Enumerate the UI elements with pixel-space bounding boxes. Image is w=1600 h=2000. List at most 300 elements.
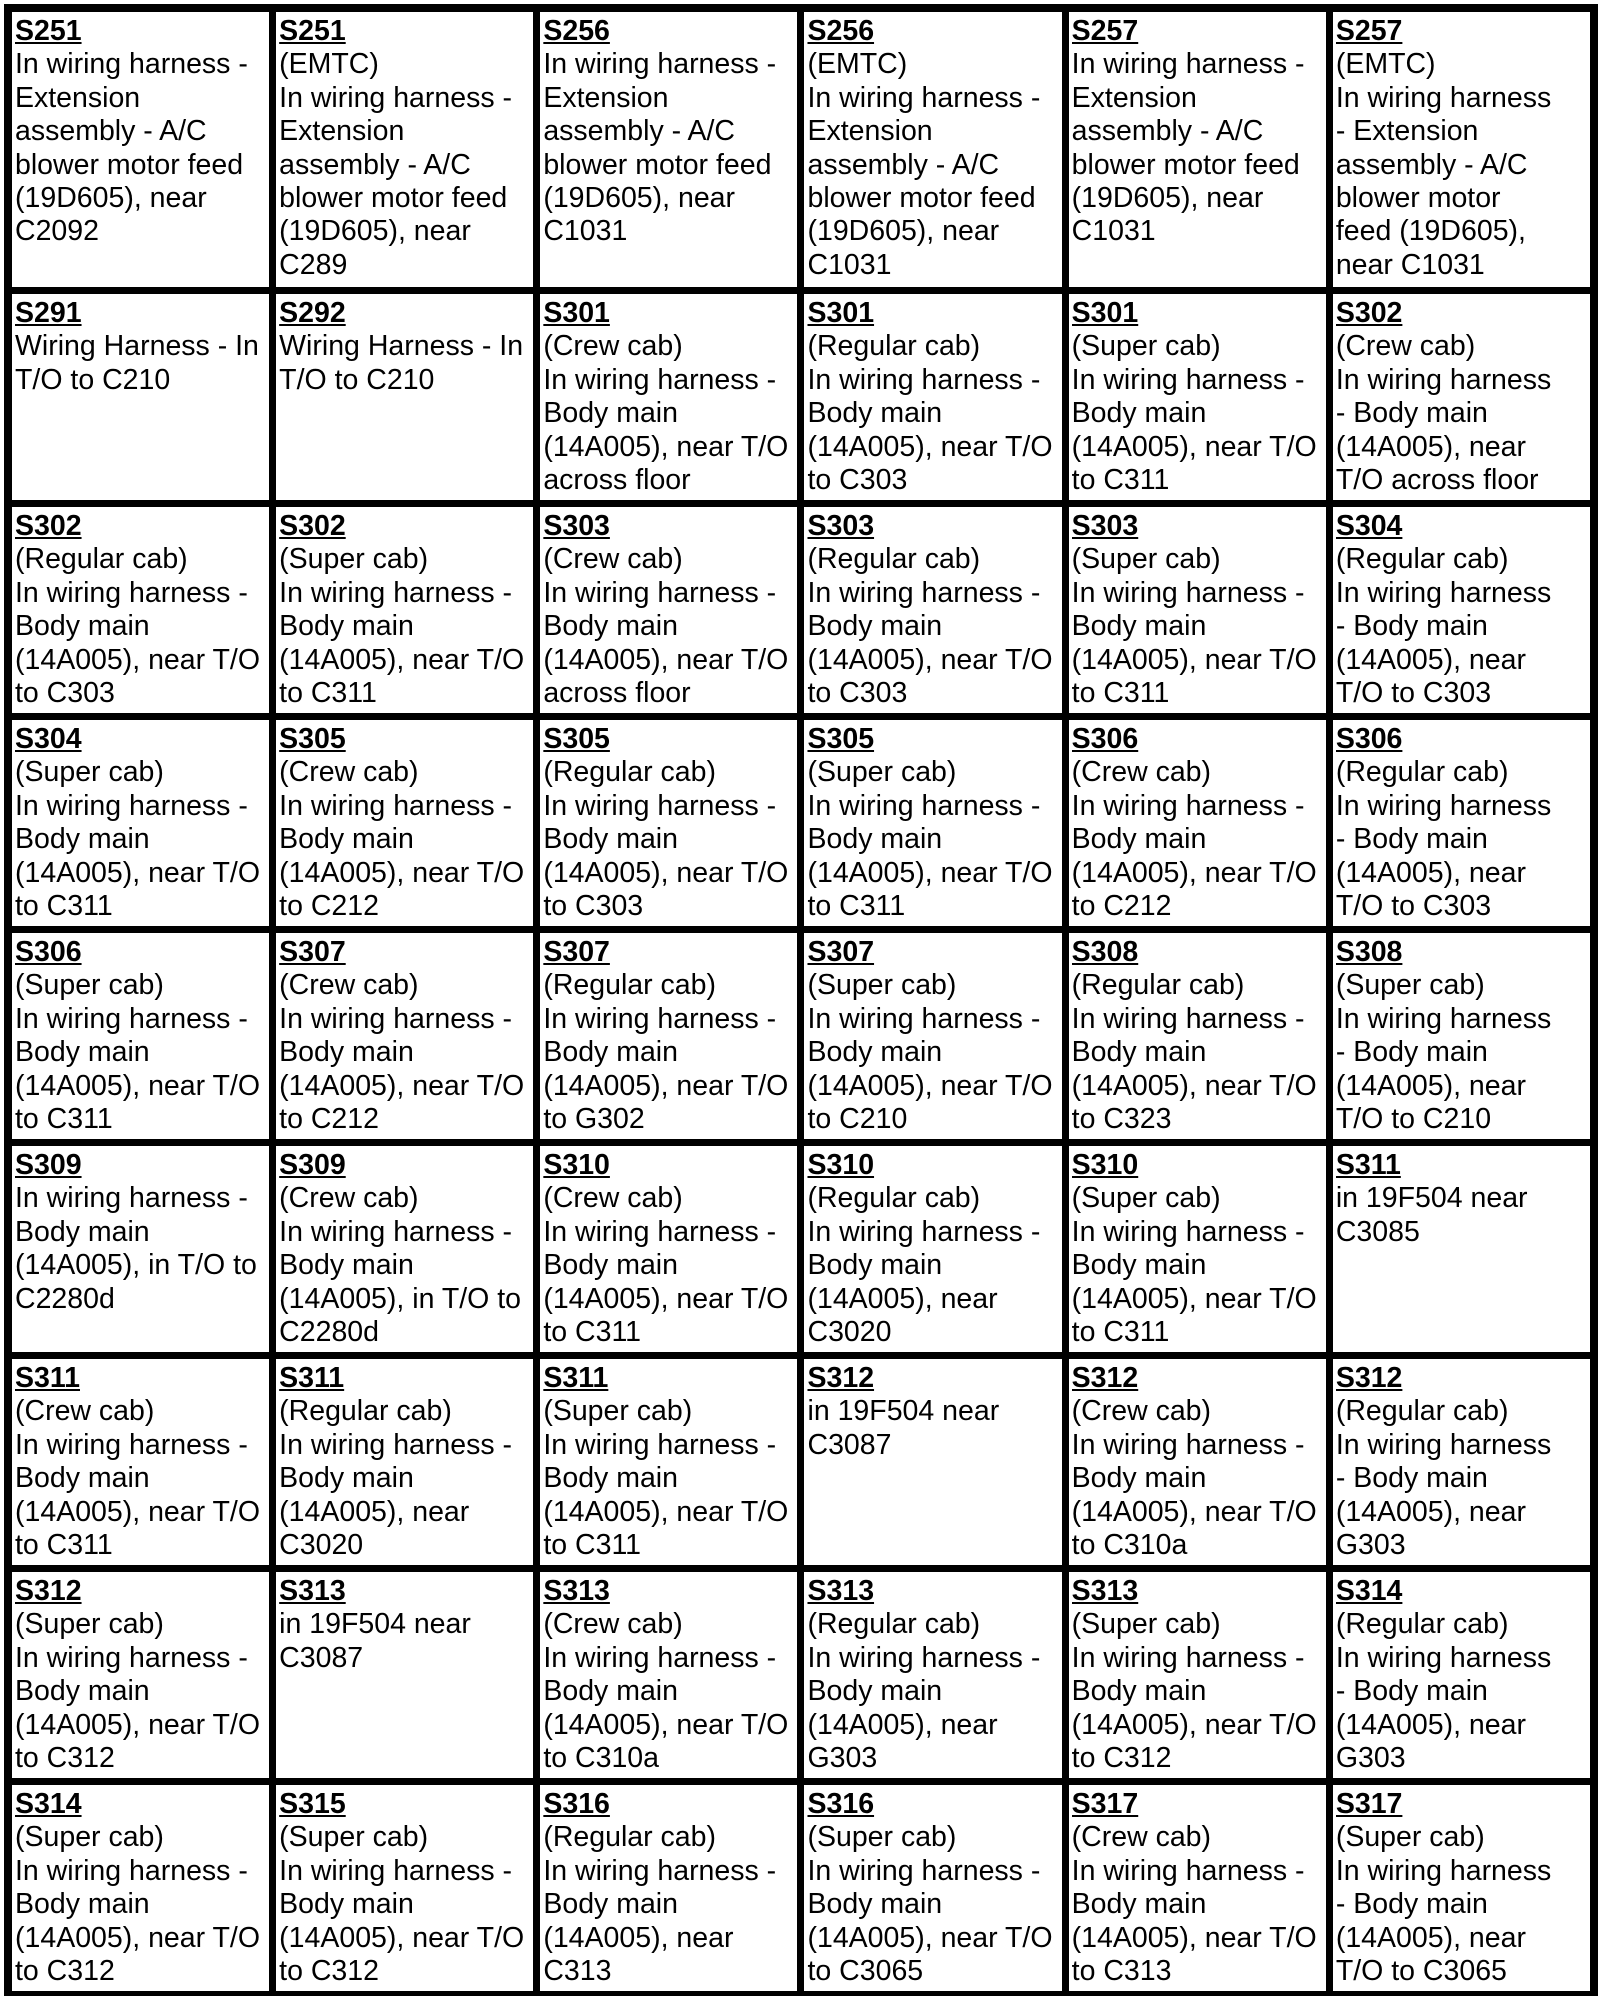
splice-location-line: (14A005), near	[1335, 1708, 1526, 1741]
splice-location-line: (Crew cab)	[279, 756, 419, 789]
splice-location-line: In wiring harness -	[807, 81, 1041, 114]
splice-location-line: (14A005), near T/O	[807, 1069, 1053, 1102]
splice-cell	[10, 931, 271, 1141]
splice-location-line: blower motor feed	[279, 182, 508, 215]
splice-cell	[1331, 292, 1592, 502]
splice-location-line: (14A005), near T/O	[15, 1708, 261, 1741]
splice-location-line: (Super cab)	[1335, 1821, 1485, 1854]
splice-location-line: Body main	[543, 1462, 678, 1495]
splice-code: S301	[543, 297, 610, 329]
splice-code: S305	[279, 723, 346, 755]
splice-location-line: to C3065	[807, 1955, 924, 1988]
splice-location-line: (Crew cab)	[1071, 1821, 1212, 1854]
splice-cell	[1067, 505, 1328, 715]
splice-location-line: Body main	[1071, 1888, 1207, 1921]
splice-location-line: In wiring harness -	[807, 1641, 1041, 1674]
splice-location-line: to C303	[807, 677, 908, 710]
splice-location-line: In wiring harness	[1335, 1428, 1552, 1461]
splice-location-line: (Crew cab)	[279, 1182, 419, 1215]
splice-cell	[10, 1570, 271, 1780]
splice-cell	[274, 1357, 535, 1567]
splice-location-line: In wiring harness -	[279, 1854, 512, 1887]
splice-code: S256	[543, 15, 610, 47]
splice-location-line: C3020	[279, 1529, 364, 1562]
splice-location-line: In wiring harness -	[15, 1182, 248, 1215]
splice-location-line: Body main	[279, 610, 414, 643]
splice-location-line: In wiring harness -	[543, 363, 777, 396]
splice-code: S316	[807, 1788, 875, 1820]
splice-cell	[1331, 1144, 1592, 1354]
splice-code: S312	[807, 1362, 875, 1394]
splice-location-line: Extension	[807, 115, 933, 148]
splice-cell	[1067, 1570, 1328, 1780]
splice-location-line: (Regular cab)	[543, 756, 716, 789]
splice-cell	[538, 718, 799, 928]
splice-location-line: - Body main	[1335, 1888, 1488, 1921]
splice-location-line: Body main	[543, 1249, 678, 1282]
splice-location-line: C3020	[807, 1316, 892, 1349]
splice-location-line: C1031	[1071, 215, 1156, 248]
splice-location-line: to C311	[1071, 1316, 1170, 1349]
splice-location-line: Body main	[543, 1036, 678, 1069]
splice-location-line: (Super cab)	[1071, 1608, 1221, 1641]
splice-location-line: C3087	[279, 1641, 364, 1674]
splice-location-line: In wiring harness -	[543, 48, 777, 81]
splice-code: S302	[279, 510, 346, 542]
splice-cell	[538, 292, 799, 502]
splice-location-line: T/O to C303	[1335, 890, 1492, 923]
splice-location-line: (14A005), in T/O to	[279, 1282, 522, 1315]
splice-location-line: - Body main	[1335, 397, 1488, 430]
splice-location-line: In wiring harness -	[807, 1215, 1041, 1248]
splice-location-line: (14A005), near T/O	[807, 643, 1053, 676]
splice-location-line: (14A005), near T/O	[543, 1495, 789, 1528]
splice-location-line: In wiring harness -	[279, 789, 512, 822]
splice-location-line: (14A005), near T/O	[543, 1069, 789, 1102]
splice-location-line: In wiring harness -	[807, 1854, 1041, 1887]
splice-location-line: In wiring harness -	[543, 1428, 777, 1461]
splice-cell	[10, 1144, 271, 1354]
splice-location-line: (14A005), near T/O	[543, 1708, 789, 1741]
splice-location-line: (14A005), near T/O	[1071, 1921, 1317, 1954]
splice-cell	[10, 10, 271, 289]
splice-cell	[274, 505, 535, 715]
splice-location-line: Body main	[15, 610, 150, 643]
splice-code: S303	[807, 510, 875, 542]
splice-location-line: (Crew cab)	[543, 1608, 683, 1641]
splice-cell	[10, 718, 271, 928]
splice-location-line: T/O across floor	[1335, 464, 1539, 497]
splice-cell	[538, 931, 799, 1141]
splice-location-line: C3085	[1335, 1215, 1420, 1248]
splice-location-line: In wiring harness -	[543, 1854, 777, 1887]
splice-location-line: (Super cab)	[15, 1608, 164, 1641]
splice-location-line: (14A005), near T/O	[543, 856, 789, 889]
splice-location-line: feed (19D605),	[1335, 215, 1526, 248]
splice-location-line: Body main	[807, 1249, 943, 1282]
splice-location-line: Body main	[15, 1462, 150, 1495]
splice-location-line: Body main	[15, 1888, 150, 1921]
splice-cell	[1067, 10, 1328, 289]
splice-location-line: In wiring harness -	[807, 363, 1041, 396]
splice-location-line: (Super cab)	[543, 1395, 693, 1428]
splice-location-line: Wiring Harness - In	[15, 330, 259, 363]
splice-location-line: to C212	[279, 1103, 379, 1136]
splice-cell	[274, 1144, 535, 1354]
splice-location-line: (14A005), near T/O	[807, 430, 1053, 463]
splice-location-line: (Super cab)	[1335, 969, 1485, 1002]
splice-location-line: In wiring harness -	[807, 789, 1041, 822]
splice-cell	[274, 718, 535, 928]
splice-location-line: blower motor feed	[1071, 148, 1300, 181]
splice-location-line: Body main	[807, 1675, 943, 1708]
splice-code: S303	[543, 510, 610, 542]
splice-code: S304	[15, 723, 82, 755]
splice-location-line: (Regular cab)	[807, 1608, 981, 1641]
splice-location-line: G303	[1335, 1742, 1406, 1775]
splice-location-line: (14A005), near T/O	[15, 643, 261, 676]
splice-location-line: (Regular cab)	[543, 969, 716, 1002]
splice-location-line: (14A005), near T/O	[1071, 643, 1317, 676]
splice-location-line: near C1031	[1335, 248, 1485, 281]
splice-location-line: (14A005), near T/O	[15, 1069, 261, 1102]
splice-location-line: In wiring harness -	[1071, 1215, 1305, 1248]
splice-location-line: to C312	[15, 1955, 115, 1988]
splice-location-line: (Regular cab)	[543, 1821, 716, 1854]
splice-location-line: C1031	[807, 248, 892, 281]
splice-code: S315	[279, 1788, 346, 1820]
splice-location-line: to C303	[543, 890, 644, 923]
splice-cell	[538, 1357, 799, 1567]
splice-location-line: blower motor	[1335, 182, 1501, 215]
splice-location-line: (14A005), near T/O	[1071, 1282, 1317, 1315]
splice-location-line: (Crew cab)	[543, 1182, 683, 1215]
splice-location-line: Body main	[543, 1675, 678, 1708]
splice-location-line: blower motor feed	[807, 182, 1036, 215]
splice-location-line: C313	[543, 1955, 612, 1988]
splice-code: S313	[1071, 1575, 1139, 1607]
splice-location-line: Body main	[543, 610, 678, 643]
splice-location-line: blower motor feed	[543, 148, 772, 181]
splice-location-line: Body main	[15, 1675, 150, 1708]
splice-cell	[802, 1357, 1063, 1567]
splice-code: S308	[1071, 936, 1139, 968]
splice-code: S316	[543, 1788, 610, 1820]
splice-location-line: Body main	[807, 1888, 943, 1921]
splice-location-table	[4, 4, 1598, 1996]
splice-location-line: in 19F504 near	[1335, 1182, 1528, 1215]
splice-cell	[802, 10, 1063, 289]
splice-location-line: In wiring harness -	[543, 576, 777, 609]
splice-cell	[802, 1783, 1063, 1993]
splice-location-line: (Super cab)	[807, 756, 957, 789]
splice-location-line: (Crew cab)	[279, 969, 419, 1002]
splice-location-line: T/O to C210	[279, 363, 435, 396]
splice-location-line: (14A005), near	[1335, 430, 1526, 463]
splice-location-line: In wiring harness -	[807, 576, 1041, 609]
splice-location-line: Body main	[279, 1462, 414, 1495]
splice-location-line: to C310a	[543, 1742, 659, 1775]
splice-location-line: Body main	[279, 1888, 414, 1921]
splice-location-line: (14A005), near T/O	[543, 643, 789, 676]
splice-location-line: (14A005), near T/O	[1071, 1708, 1317, 1741]
splice-location-line: In wiring harness -	[543, 1002, 777, 1035]
splice-code: S251	[15, 15, 82, 47]
splice-location-line: (14A005), near	[279, 1495, 470, 1528]
splice-location-line: In wiring harness -	[807, 1002, 1041, 1035]
splice-location-line: Body main	[1071, 610, 1207, 643]
splice-location-line: In wiring harness -	[279, 1428, 512, 1461]
splice-code: S301	[1071, 297, 1139, 329]
splice-location-line: (14A005), near T/O	[1071, 1495, 1317, 1528]
splice-code: S307	[279, 936, 346, 968]
splice-cell	[1067, 1357, 1328, 1567]
splice-location-line: (Regular cab)	[1335, 1395, 1509, 1428]
splice-location-line: (Regular cab)	[15, 543, 188, 576]
splice-location-line: In wiring harness -	[15, 1428, 248, 1461]
splice-cell	[538, 10, 799, 289]
splice-location-line: (EMTC)	[279, 48, 379, 81]
splice-location-line: (Super cab)	[1071, 543, 1221, 576]
splice-code: S304	[1335, 510, 1403, 542]
splice-location-line: (Crew cab)	[543, 330, 683, 363]
splice-location-line: (14A005), near	[1335, 1495, 1526, 1528]
splice-location-line: In wiring harness -	[279, 576, 512, 609]
splice-location-line: assembly - A/C	[15, 115, 207, 148]
splice-code: S302	[1335, 297, 1403, 329]
splice-cell	[802, 718, 1063, 928]
splice-location-line: (14A005), near T/O	[543, 430, 789, 463]
splice-location-line: In wiring harness -	[1071, 1428, 1305, 1461]
splice-code: S311	[279, 1362, 345, 1394]
splice-location-line: - Extension	[1335, 115, 1479, 148]
splice-code: S309	[279, 1149, 346, 1181]
splice-location-line: Body main	[1071, 1036, 1207, 1069]
splice-code: S308	[1335, 936, 1403, 968]
splice-location-line: In wiring harness -	[15, 48, 248, 81]
splice-location-line: In wiring harness -	[279, 1215, 512, 1248]
splice-location-line: Body main	[807, 610, 943, 643]
splice-location-line: assembly - A/C	[543, 115, 735, 148]
splice-location-line: G303	[1335, 1529, 1406, 1562]
splice-cell	[1331, 718, 1592, 928]
splice-location-line: (14A005), near T/O	[15, 856, 261, 889]
splice-location-line: (Crew cab)	[15, 1395, 155, 1428]
splice-location-line: In wiring harness -	[279, 81, 512, 114]
splice-location-line: (Regular cab)	[1335, 1608, 1509, 1641]
splice-cell	[10, 292, 271, 502]
splice-location-line: to C210	[807, 1103, 908, 1136]
splice-location-line: (Super cab)	[15, 969, 164, 1002]
splice-location-line: (14A005), near	[1335, 643, 1526, 676]
splice-location-line: - Body main	[1335, 823, 1488, 856]
splice-location-line: (14A005), near	[1335, 1921, 1526, 1954]
splice-location-line: C2092	[15, 215, 99, 248]
splice-location-line: Wiring Harness - In	[279, 330, 524, 363]
splice-location-line: Body main	[279, 823, 414, 856]
splice-location-line: to C311	[1071, 464, 1170, 497]
splice-location-line: T/O to C303	[1335, 677, 1492, 710]
splice-location-line: (14A005), near	[1335, 1069, 1526, 1102]
splice-location-line: (14A005), near T/O	[807, 1921, 1053, 1954]
splice-location-line: (Super cab)	[1071, 330, 1221, 363]
splice-location-line: C2280d	[15, 1282, 115, 1315]
splice-code: S311	[543, 1362, 609, 1394]
splice-code: S311	[1335, 1149, 1401, 1181]
splice-cell	[1331, 1570, 1592, 1780]
splice-location-line: (14A005), near T/O	[543, 1282, 789, 1315]
splice-location-line: across floor	[543, 464, 691, 497]
splice-code: S307	[807, 936, 875, 968]
splice-location-line: (EMTC)	[807, 48, 908, 81]
splice-location-line: (Super cab)	[15, 756, 164, 789]
splice-location-line: (14A005), near T/O	[279, 643, 525, 676]
splice-code: S314	[15, 1788, 82, 1820]
splice-location-line: to C311	[1071, 677, 1170, 710]
splice-location-line: In wiring harness	[1335, 1641, 1552, 1674]
splice-location-line: (14A005), near T/O	[15, 1921, 261, 1954]
splice-location-line: (19D605), near	[1071, 182, 1264, 215]
splice-location-line: to C312	[15, 1742, 115, 1775]
splice-location-line: to C312	[1071, 1742, 1172, 1775]
splice-location-line: In wiring harness -	[543, 789, 777, 822]
splice-location-line: T/O to C210	[1335, 1103, 1492, 1136]
splice-cell	[538, 1783, 799, 1993]
splice-location-line: to C312	[279, 1955, 379, 1988]
splice-location-line: (Crew cab)	[543, 543, 683, 576]
splice-code: S309	[15, 1149, 82, 1181]
splice-location-line: Extension	[1071, 81, 1197, 114]
splice-code: S311	[15, 1362, 80, 1394]
splice-location-line: (14A005), near T/O	[279, 1921, 525, 1954]
splice-location-line: In wiring harness	[1335, 1002, 1552, 1035]
splice-location-line: C289	[279, 248, 348, 281]
splice-cell	[1067, 292, 1328, 502]
splice-location-line: (Crew cab)	[1071, 1395, 1212, 1428]
splice-location-line: (Super cab)	[807, 1821, 957, 1854]
splice-location-line: In wiring harness	[1335, 363, 1552, 396]
splice-location-line: T/O to C3065	[1335, 1955, 1507, 1988]
splice-location-line: In wiring harness -	[15, 1002, 248, 1035]
splice-location-line: to C323	[1071, 1103, 1172, 1136]
splice-location-line: (19D605), near	[807, 215, 1000, 248]
splice-location-line: Extension	[543, 81, 669, 114]
splice-location-line: Body main	[1071, 397, 1207, 430]
splice-location-line: Body main	[15, 823, 150, 856]
splice-code: S306	[1071, 723, 1139, 755]
splice-code: S312	[15, 1575, 82, 1607]
splice-location-line: (14A005), near	[1335, 856, 1526, 889]
splice-cell	[1067, 1783, 1328, 1993]
splice-cell	[274, 931, 535, 1141]
splice-location-line: (14A005), near T/O	[279, 856, 525, 889]
splice-code: S305	[543, 723, 610, 755]
splice-location-line: to C212	[1071, 890, 1172, 923]
splice-location-line: to C311	[543, 1529, 642, 1562]
splice-cell	[538, 505, 799, 715]
splice-location-line: Body main	[807, 823, 943, 856]
splice-location-line: In wiring harness	[1335, 789, 1552, 822]
splice-location-line: (14A005), near T/O	[15, 1495, 261, 1528]
splice-code: S302	[15, 510, 82, 542]
splice-location-line: In wiring harness -	[1071, 1002, 1305, 1035]
splice-cell	[802, 1144, 1063, 1354]
splice-location-line: (Crew cab)	[1071, 756, 1212, 789]
splice-location-line: across floor	[543, 677, 691, 710]
splice-location-line: - Body main	[1335, 1036, 1488, 1069]
splice-cell	[10, 505, 271, 715]
splice-location-line: to C311	[543, 1316, 642, 1349]
splice-location-line: Body main	[279, 1036, 414, 1069]
splice-code: S291	[15, 297, 82, 329]
splice-location-line: In wiring harness -	[1071, 1854, 1305, 1887]
splice-cell	[802, 505, 1063, 715]
splice-location-line: (Regular cab)	[1335, 756, 1509, 789]
splice-location-line: to C313	[1071, 1955, 1172, 1988]
splice-location-line: Body main	[807, 1036, 943, 1069]
splice-code: S310	[543, 1149, 610, 1181]
splice-location-line: (Regular cab)	[807, 330, 981, 363]
splice-code: S257	[1335, 15, 1403, 47]
splice-location-line: (Super cab)	[15, 1821, 164, 1854]
splice-location-line: In wiring harness -	[543, 1641, 777, 1674]
splice-code: S313	[543, 1575, 610, 1607]
splice-location-line: In wiring harness	[1335, 1854, 1552, 1887]
splice-location-line: C2280d	[279, 1316, 379, 1349]
splice-code: S317	[1071, 1788, 1139, 1820]
splice-code: S305	[807, 723, 875, 755]
splice-cell	[802, 292, 1063, 502]
splice-location-line: In wiring harness -	[1071, 48, 1305, 81]
splice-location-line: Body main	[807, 397, 943, 430]
splice-location-line: (14A005), near T/O	[1071, 856, 1317, 889]
splice-cell	[538, 1570, 799, 1780]
splice-location-line: (14A005), near T/O	[279, 1069, 525, 1102]
splice-location-line: (Regular cab)	[1335, 543, 1509, 576]
splice-location-line: (EMTC)	[1335, 48, 1436, 81]
splice-cell	[274, 1783, 535, 1993]
splice-location-line: (14A005), near	[543, 1921, 734, 1954]
splice-location-line: In wiring harness -	[15, 789, 248, 822]
splice-code: S313	[279, 1575, 346, 1607]
splice-location-line: to C310a	[1071, 1529, 1188, 1562]
splice-location-line: G303	[807, 1742, 878, 1775]
splice-code: S317	[1335, 1788, 1403, 1820]
splice-location-line: Body main	[543, 823, 678, 856]
splice-location-line: to C311	[15, 1529, 113, 1562]
splice-location-line: In wiring harness -	[15, 1641, 248, 1674]
splice-cell	[274, 1570, 535, 1780]
splice-location-line: Extension	[15, 81, 141, 114]
splice-code: S310	[807, 1149, 875, 1181]
splice-location-line: to C311	[15, 1103, 113, 1136]
splice-cell	[538, 1144, 799, 1354]
splice-code: S257	[1071, 15, 1139, 47]
splice-location-line: (14A005), near	[807, 1282, 998, 1315]
splice-location-line: to C212	[279, 890, 379, 923]
splice-location-line: (Regular cab)	[807, 543, 981, 576]
splice-cell	[274, 292, 535, 502]
splice-location-line: in 19F504 near	[807, 1395, 1000, 1428]
splice-location-line: assembly - A/C	[1071, 115, 1264, 148]
splice-cell	[1331, 10, 1592, 289]
splice-location-line: to C303	[807, 464, 908, 497]
splice-location-line: Body main	[1071, 1249, 1207, 1282]
splice-cell	[802, 1570, 1063, 1780]
splice-location-line: (14A005), in T/O to	[15, 1249, 257, 1282]
splice-location-line: (14A005), near	[807, 1708, 998, 1741]
splice-location-line: Body main	[543, 397, 678, 430]
